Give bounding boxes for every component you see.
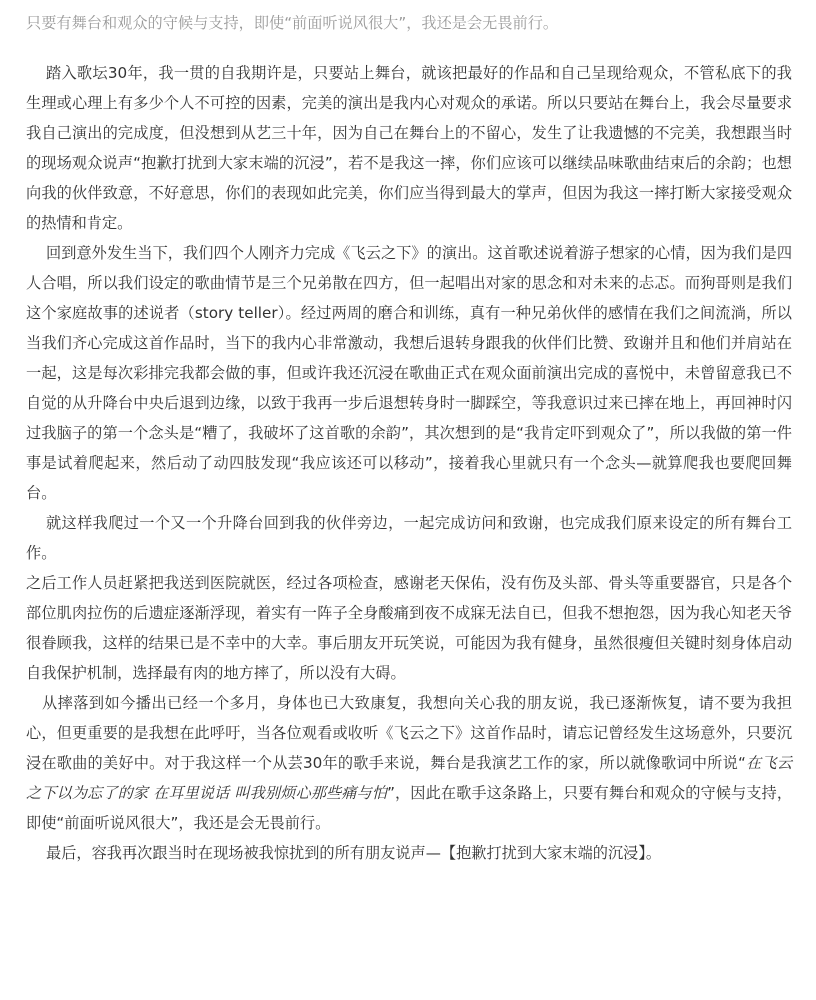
paragraph-3: 就这样我爬过一个又一个升降台回到我的伙伴旁边，一起完成访问和致谢，也完成我们原来设定的所有舞台工作。 xyxy=(26,514,792,562)
paragraph-2: 回到意外发生当下，我们四个人刚齐力完成《飞云之下》的演出。这首歌述说着游子想家的心情，因为我们是四人合唱，所以我们设定的歌曲情节是三个兄弟散在四方，但一起唱出对家的思念和对未来的忐忑。而狗哥则是我们这个家庭故事的述说者（story teller）。经过两周的磨合和训练，真有一种兄弟伙伴的感情在我们之间流淌，所以当我们齐心完成这首作品时，当下的我内心非常激动，我想后退转身跟我的伙伴们比赞、致谢并且和他们并肩站在一起，这是每次彩排完我都会做的事，但或许我还沉浸在歌曲正式在观众面前演出完成的喜悦中，未曾留意我已不自觉的从升降台中央后退到边缘，以致于我再一步后退想转身时一脚踩空，等我意识过来已摔在地上，再回神时闪过我脑子的第一个念头是“糟了，我破坏了这首歌的余韵”，其次想到的是“我肯定吓到观众了”，所以我做的第一件事是试着爬起来，然后动了动四肢发现“我应该还可以移动”，接着我心里就只有一个念头—就算爬我也要爬回舞台。 xyxy=(26,244,792,502)
paragraph-1: 踏入歌坛30年，我一贯的自我期许是，只要站上舞台，就该把最好的作品和自己呈现给观众，不管私底下的我生理或心理上有多少个人不可控的因素，完美的演出是我内心对观众的承诺。所以只要站在舞台上，我会尽量要求我自己演出的完成度，但没想到从艺三十年，因为自己在舞台上的不留心，发生了让我遗憾的不完美，我想跟当时的现场观众说声“抱歉打扰到大家末端的沉浸”，若不是我这一摔，你们应该可以继续品味歌曲结束后的余韵；也想向我的伙伴致意，不好意思，你们的表现如此完美，你们应当得到最大的掌声，但因为我这一摔打断大家接受观众的热情和肯定。 xyxy=(26,64,792,232)
paragraph-5-text-end: ”，因此在歌手这条路上，只要有舞台和观众的守候与支持，即使“前面听说风很大”，我还是会无畏前行。 xyxy=(26,784,793,832)
lead-quote: 只要有舞台和观众的守候与支持，即使“前面听说风很大”，我还是会无畏前行。 xyxy=(26,14,559,32)
paragraph-5-text: 从摔落到如今播出已经一个多月，身体也已大致康复，我想向关心我的朋友说，我已逐渐恢复，请不要为我担心，但更重要的是我想在此呼吁，当各位观看或收听《飞云之下》这首作品时，请忘记曾经发生这场意外，只要沉浸在歌曲的美好中。对于我这样一个从芸30年的歌手来说，舞台是我演艺工作的家，所以就像歌词中所说“ xyxy=(26,694,792,772)
closing-paragraph: 最后，容我再次跟当时在现场被我惊扰到的所有朋友说声—【抱歉打扰到大家末端的沉浸】。 xyxy=(46,844,662,862)
article-body xyxy=(26,8,792,868)
paragraph-4: 之后工作人员赶紧把我送到医院就医，经过各项检查，感谢老天保佑，没有伤及头部、骨头等重要器官，只是各个部位肌肉拉伤的后遗症逐渐浮现，着实有一阵子全身酸痛到夜不成寐无法自已，但我不想抱怨，因为我心知老天爷很眷顾我，这样的结果已是不幸中的大幸。事后朋友开玩笑说，可能因为我有健身，虽然很瘦但关键时刻身体启动自我保护机制，选择最有肉的地方摔了，所以没有大碍。 xyxy=(26,574,792,682)
lyric-quote: 在飞云之下以为忘了的家 在耳里说话 叫我别烦心那些痛与怕 xyxy=(26,754,793,802)
paragraph-5 xyxy=(26,688,792,838)
